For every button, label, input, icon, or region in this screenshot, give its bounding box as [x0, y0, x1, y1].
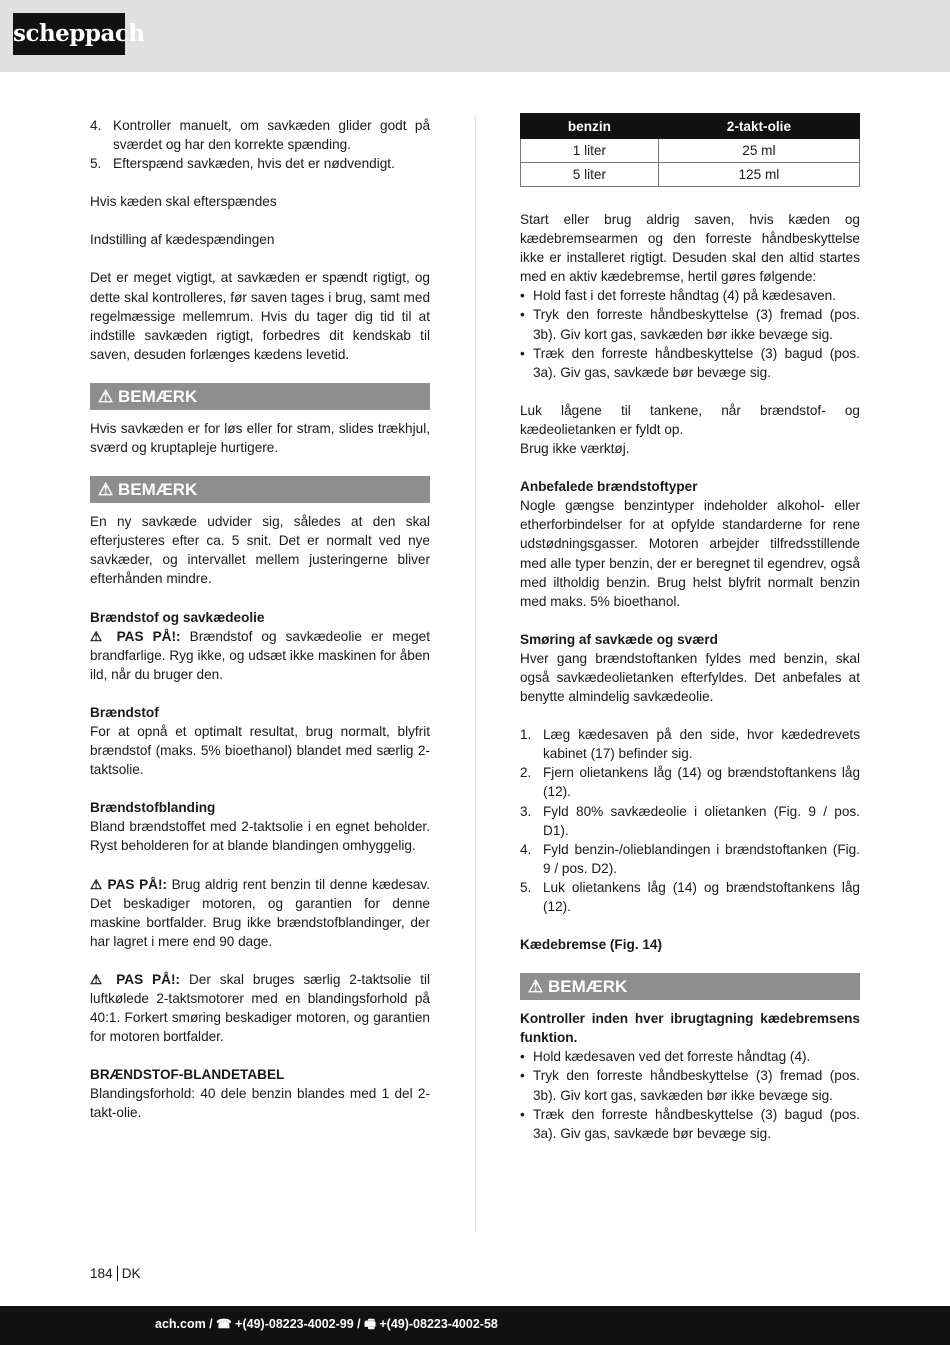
recommended-paragraph: Nogle gængse benzintyper indeholder alkohol- eller etherforbindelser for at opfylde standarderne for rene udstødningsgasser. Motoren arbejder tilfredsstillende med alle typer benzin, der er beregnet til egendrev, også med iltholdig benzin. Brug helst blyfrit normalt benzin med maks. 5% bioethanol.	[520, 498, 860, 609]
page-number: 184 DK	[90, 1266, 141, 1281]
list-item: • Træk den forreste håndbeskyttelse (3) bagud (pos. 3a). Giv gas, savkæde bør bevæge sig.	[520, 1106, 860, 1141]
start-paragraph: Start eller brug aldrig saven, hvis kæden og kædebremsearmen og den forreste håndbeskyttelse ikke er installeret rigtigt. Desuden skal den altid startes med en aktiv kædebremse, hertil gøres følgende:	[520, 212, 860, 285]
list-item: • Hold fast i det forreste håndtag (4) på kædesaven.	[520, 288, 837, 304]
table-cell: 125 ml	[658, 163, 859, 187]
table-cell: 25 ml	[658, 139, 859, 163]
bullet-list-brake	[520, 1047, 860, 1142]
footer-bar	[0, 1306, 950, 1345]
numbered-list-lube	[520, 725, 860, 916]
warning-paragraph: ⚠ PAS PÅ!: Brug aldrig rent benzin til denne kædesav. Det beskadiger motoren, og garantien for denne maskine bortfalder. Brug ikke brændstofblandinger, der har lagret i mere end 90 dage.	[90, 876, 430, 949]
tools-paragraph: Brug ikke værktøj.	[520, 441, 630, 457]
list-item: 4. Fyld benzin-/olieblandingen i brændstoftanken (Fig. 9 / pos. D2).	[520, 841, 860, 876]
table-row	[521, 139, 860, 163]
table-paragraph: Blandingsforhold: 40 dele benzin blandes med 1 del 2-takt-olie.	[90, 1086, 430, 1121]
left-column	[90, 116, 430, 1142]
retension-heading: Hvis kæden skal efterspændes	[90, 194, 277, 210]
section-heading-fuel-oil: Brændstof og savkædeolie	[90, 609, 265, 625]
list-item: • Tryk den forreste håndbeskyttelse (3) fremad (pos. 3b). Giv kort gas, savkæden bør ikke bevæge sig.	[520, 307, 860, 342]
column-divider	[475, 116, 476, 1231]
section-heading-table: BRÆNDSTOF-BLANDETABEL	[90, 1067, 285, 1083]
section-heading-fuel: Brændstof	[90, 704, 159, 720]
warning-paragraph: ⚠ PAS PÅ!: Brændstof og savkædeolie er meget brandfarlige. Ryg ikke, og udsæt ikke maskinen for åben ild, når du bruger den.	[90, 628, 430, 682]
list-item: 3. Fyld 80% savkædeolie i olietanken (Fig. 9 / pos. D1).	[520, 803, 860, 838]
warning-label: ⚠ PAS PÅ!:	[90, 971, 181, 987]
numbered-list-chain-check	[90, 116, 430, 173]
check-heading: Kontroller inden hver ibrugtagning kædebremsens funktion.	[520, 1011, 860, 1046]
list-item: 4. Kontroller manuelt, om savkæden glider godt på sværdet og har den korrekte spænding.	[90, 118, 430, 153]
section-heading-mix: Brændstofblanding	[90, 800, 216, 816]
list-item: 1. Læg kædesaven på den side, hvor kædedrevets kabinet (17) befinder sig.	[520, 727, 860, 762]
section-heading-recommended: Anbefalede brændstoftyper	[520, 479, 698, 495]
list-item: 2. Fjern olietankens låg (14) og brændstoftankens låg (12).	[520, 765, 860, 800]
brand-logo: scheppach	[13, 13, 125, 55]
note-banner: ⚠ BEMÆRK	[90, 383, 430, 410]
list-item: 5. Luk olietankens låg (14) og brændstoftankens låg (12).	[520, 879, 860, 914]
mix-paragraph: Bland brændstoffet med 2-taktsolie i en egnet beholder. Ryst beholderen for at blande blandingen omhyggelig.	[90, 819, 430, 854]
note-text: Hvis savkæden er for løs eller for stram, slides trækhjul, sværd og kruptapleje hurtigere.	[90, 420, 430, 456]
fuel-paragraph: For at opnå et optimalt resultat, brug normalt, blyfrit brændstof (maks. 5% bioethanol) blandet med særlig 2-taktsolie.	[90, 723, 430, 778]
note-text: En ny savkæde udvider sig, således at den skal efterjusteres efter ca. 5 snit. Det er normalt ved nye savkæder, og intervallet mellem justeringerne bliver efterhånden mindre.	[90, 514, 430, 587]
fuel-mix-table	[520, 113, 860, 187]
close-paragraph: Luk lågene til tankene, når brændstof- og kædeolietanken er fyldt op.	[520, 402, 860, 437]
table-header-cell: benzin	[521, 114, 659, 139]
header-bar	[0, 0, 950, 72]
warning-label: ⚠ PAS PÅ!:	[90, 876, 168, 892]
table-header-row	[521, 114, 860, 139]
list-item: 5. Efterspænd savkæden, hvis det er nødvendigt.	[90, 156, 395, 172]
setting-heading: Indstilling af kædespændingen	[90, 232, 275, 248]
table-row	[521, 163, 860, 187]
contact-info: ach.com / ☎ +(49)-08223-4002-99 / 🖷 +(49)-08223-4002-58	[155, 1317, 498, 1331]
list-item: • Tryk den forreste håndbeskyttelse (3) fremad (pos. 3b). Giv kort gas, savkæden bør ikke bevæge sig.	[520, 1068, 860, 1103]
list-item: • Træk den forreste håndbeskyttelse (3) bagud (pos. 3a). Giv gas, savkæde bør bevæge sig.	[520, 345, 860, 380]
warning-label: ⚠ PAS PÅ!:	[90, 628, 181, 644]
section-heading-lube: Smøring af savkæde og sværd	[520, 631, 718, 647]
right-column	[520, 210, 860, 1162]
list-item: • Hold kædesaven ved det forreste håndtag (4).	[520, 1049, 811, 1065]
note-banner: ⚠ BEMÆRK	[90, 476, 430, 503]
warning-paragraph: ⚠ PAS PÅ!: Der skal bruges særlig 2-taktsolie til luftkølede 2-taktsmotorer med en blandingsforhold på 40:1. Forkert smøring beskadiger motoren, og garantien for motoren bortfalder.	[90, 971, 430, 1045]
note-banner: ⚠ BEMÆRK	[520, 973, 860, 1000]
lube-paragraph: Hver gang brændstoftanken fyldes med benzin, skal også savkædeolietanken efterfyldes. Det anbefales at benytte almindelig savkædeolie.	[520, 650, 860, 705]
table-cell: 5 liter	[521, 163, 659, 187]
table-header-cell: 2-takt-olie	[658, 114, 859, 139]
table-cell: 1 liter	[521, 139, 659, 163]
tension-paragraph: Det er meget vigtigt, at savkæden er spændt rigtigt, og dette skal kontrolleres, før saven tages i brug, samt med regelmæssige mellemrum. Hvis du tager dig tid til at indstille savkæden rigtigt, forbedres dit kendskab til saven, desuden forlænges kædens levetid.	[90, 270, 430, 362]
bullet-list-start	[520, 286, 860, 381]
section-heading-brake: Kædebremse (Fig. 14)	[520, 937, 663, 953]
